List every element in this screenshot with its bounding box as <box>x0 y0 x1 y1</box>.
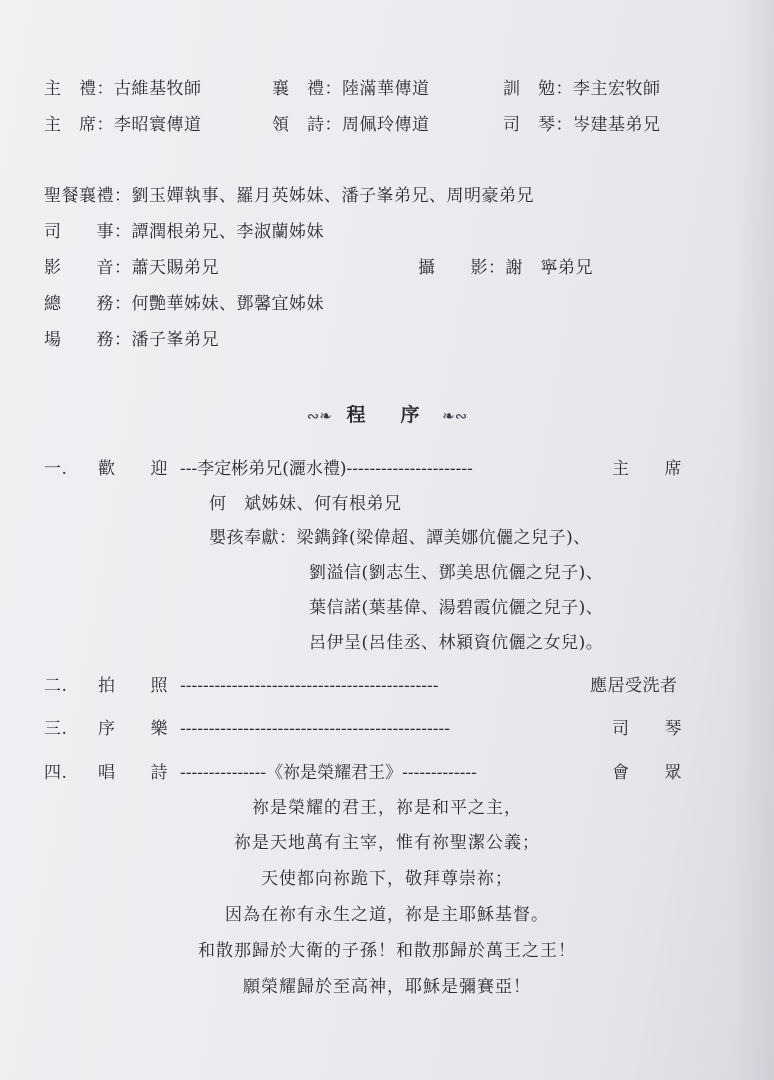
item1-extra: 何 斌姊妹、何有根弟兄 <box>209 494 402 514</box>
ornament-left-icon: ∾❧ <box>306 407 332 425</box>
item3-dashes: ----------------------------------------------- <box>180 719 450 739</box>
infant-dedication-2: 劉溢信(劉志生、鄧美思伉儷之兒子)、 <box>309 563 604 583</box>
officiant-pianist: 司 琴：岑建基弟兄 <box>503 115 661 135</box>
item4-song-title: 《祢是榮耀君王》 <box>266 763 403 783</box>
officiant-exhortation: 訓 勉：李主宏牧師 <box>503 79 661 99</box>
item3-label: 序 樂 <box>98 719 168 739</box>
item4-dashes-left: --------------- <box>180 763 267 783</box>
item1-text: ---李定彬弟兄(灑水禮)---------------------- <box>180 459 473 479</box>
officiant-chair: 主 席：李昭寰傳道 <box>44 115 202 135</box>
item3-number: 三. <box>44 719 68 739</box>
item1-number: 一. <box>44 459 68 479</box>
item3-role: 司 琴 <box>612 719 682 739</box>
item2-dashes: --------------------------------------------- <box>180 676 439 696</box>
item2-label: 拍 照 <box>98 676 168 696</box>
infant-dedication-first: 嬰孩奉獻：梁鐫鋒(梁偉超、譚美娜伉儷之兒子)、 <box>209 528 591 548</box>
item2-role: 應居受洗者 <box>590 676 678 696</box>
item2-number: 二. <box>44 676 68 696</box>
hymn-line: 祢是天地萬有主宰，惟有祢聖潔公義； <box>234 833 540 853</box>
staff-communion: 聖餐襄禮：劉玉嬋執事、羅月英姊妹、潘子峯弟兄、周明豪弟兄 <box>44 186 534 206</box>
item4-line <box>180 762 477 784</box>
staff-photography: 攝 影：謝 寧弟兄 <box>418 258 593 278</box>
item4-label: 唱 詩 <box>98 763 168 783</box>
officiant-presider: 主 禮：古維基牧師 <box>44 79 202 99</box>
program-title-text: 程 序 <box>346 404 428 426</box>
hymn-line: 和散那歸於大衛的子孫！和散那歸於萬王之王！ <box>198 941 576 961</box>
item4-role: 會 眾 <box>612 763 682 783</box>
hymn-line: 因為在祢有永生之道，祢是主耶穌基督。 <box>225 905 549 925</box>
item1-role: 主 席 <box>612 459 682 479</box>
infant-dedication-3: 葉信諾(葉基偉、湯碧霞伉儷之兒子)、 <box>309 598 604 618</box>
hymn-line: 願榮耀歸於至高神，耶穌是彌賽亞！ <box>243 977 531 997</box>
hymn-line: 天使都向祢跪下，敬拜尊崇祢； <box>261 869 513 889</box>
staff-ushers: 司 事：譚潤根弟兄、李淑蘭姊妹 <box>44 222 324 242</box>
staff-general-affairs: 總 務：何艷華姊妹、鄧馨宜姊妹 <box>44 294 324 314</box>
page-edge-shadow <box>734 0 774 1080</box>
officiant-assistant: 襄 禮：陸滿華傳道 <box>272 79 430 99</box>
item4-number: 四. <box>44 763 68 783</box>
item1-label: 歡 迎 <box>98 459 168 479</box>
hymn-line: 祢是榮耀的君王，祢是和平之主， <box>252 798 522 818</box>
staff-venue: 場 務：潘子峯弟兄 <box>44 330 219 350</box>
program-title <box>0 400 774 427</box>
officiant-song-leader: 領 詩：周佩玲傳道 <box>272 115 430 135</box>
infant-dedication-4: 呂伊呈(呂佳丞、林潁資伉儷之女兒)。 <box>309 633 604 653</box>
item4-dashes-right: ------------- <box>402 763 477 783</box>
ornament-right-icon: ❧∾ <box>442 407 468 425</box>
staff-av: 影 音：蕭天賜弟兄 <box>44 258 219 278</box>
